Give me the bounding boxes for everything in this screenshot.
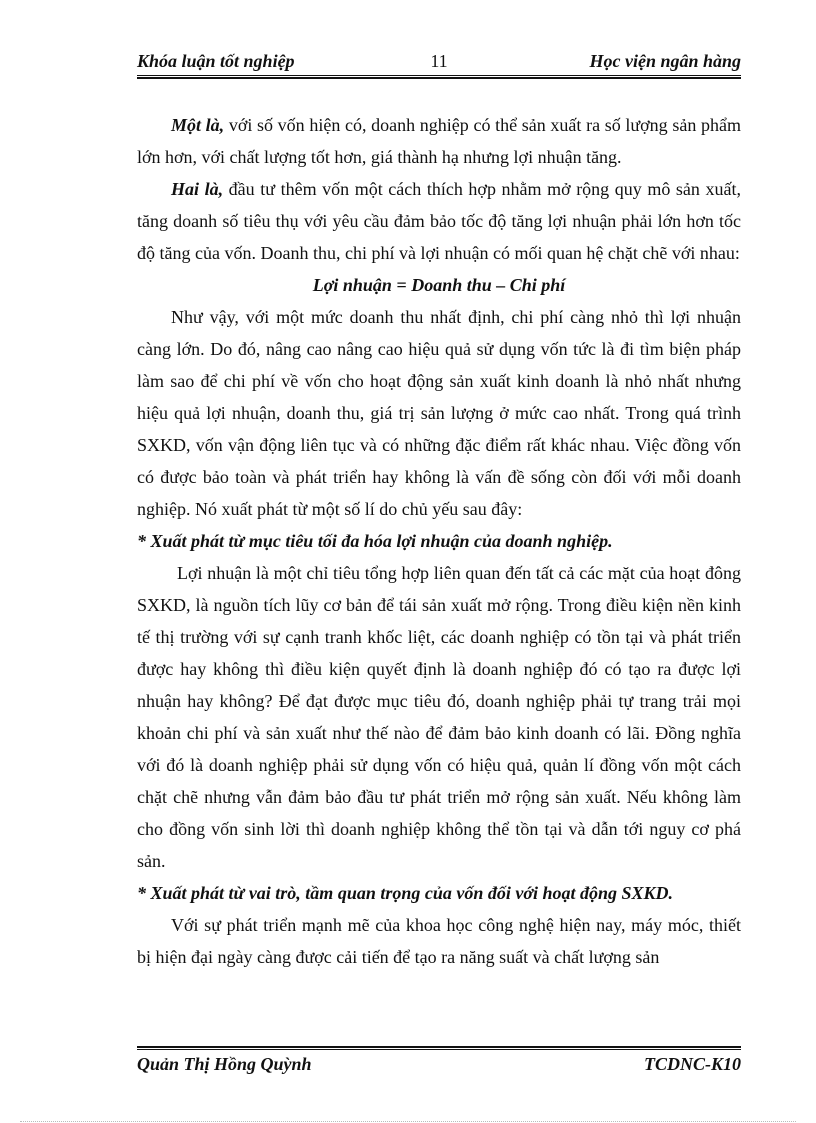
paragraph-3: Như vậy, với một mức doanh thu nhất định, chi phí càng nhỏ thì lợi nhuận càng lớn. Do đó, nâng cao nâng cao hiệu quả sử dụng vốn tức là đi tìm biện pháp làm sao để chi phí về vốn cho hoạt động sản xuất kinh doanh là nhỏ nhất nhưng hiệu quả lợi nhuận, doanh thu, giá trị sản lượng ở mức cao nhất. Trong quá trình SXKD, vốn vận động liên tục và có những đặc điểm rất khác nhau. Việc đồng vốn có được bảo toàn và phát triển hay không là vấn đề sống còn đối với mỗi doanh nghiệp. Nó xuất phát từ một số lí do chủ yếu sau đây: <box>137 307 741 519</box>
paragraph-4: Lợi nhuận là một chỉ tiêu tổng hợp liên quan đến tất cả các mặt của hoạt đông SXKD, là nguồn tích lũy cơ bản để tái sản xuất mở rộng. Trong điều kiện nền kinh tế thị trường với sự cạnh tranh khốc liệt, các doanh nghiệp có tồn tại và phát triển được hay không thì điều kiện quyết định là doanh nghiệp đó có tạo ra được lợi nhuận hay không? Để đạt được mục tiêu đó, doanh nghiệp phải tự trang trải mọi khoản chi phí và sản xuất như thế nào để đảm bảo kinh doanh có lãi. Đồng nghĩa với đó là doanh nghiệp phải sử dụng vốn có hiệu quả, quản lí đồng vốn một cách chặt chẽ nhưng vẫn đảm bảo đầu tư phát triển mở rộng sản xuất. Nếu không làm cho đồng vốn sinh lời thì doanh nghiệp không thể tồn tại và dẫn tới nguy cơ phá sản. <box>137 563 741 871</box>
paragraph-1-lead: Một là, <box>171 115 225 135</box>
header-title-left: Khóa luận tốt nghiệp <box>137 51 295 71</box>
paragraph-2-text: đầu tư thêm vốn một cách thích hợp nhằm mở rộng quy mô sản xuất, tăng doanh số tiêu thụ với yêu cầu đảm bảo tốc độ tăng lợi nhuận phải lớn hơn tốc độ tăng của vốn. Doanh thu, chi phí và lợi nhuận có mối quan hệ chặt chẽ với nhau: <box>137 179 741 263</box>
paragraph-2 <box>137 173 741 269</box>
footer-rule <box>137 1046 741 1050</box>
section-heading-1: * Xuất phát từ mục tiêu tối đa hóa lợi nhuận của doanh nghiệp. <box>137 531 613 551</box>
page-edge-dotted-line <box>20 1121 796 1122</box>
header-title-right: Học viện ngân hàng <box>589 51 741 71</box>
document-body <box>137 109 741 973</box>
page-header <box>137 47 741 77</box>
section-heading-2: * Xuất phát từ vai trò, tầm quan trọng của vốn đối với hoạt động SXKD. <box>137 883 674 903</box>
paragraph-5: Với sự phát triển mạnh mẽ của khoa học công nghệ hiện nay, máy móc, thiết bị hiện đại ngày càng được cải tiến để tạo ra năng suất và chất lượng sản <box>137 915 741 967</box>
footer-code: TCDNC-K10 <box>643 1054 741 1074</box>
paragraph-1-text: với số vốn hiện có, doanh nghiệp có thể sản xuất ra số lượng sản phẩm lớn hơn, với chất lượng tốt hơn, giá thành hạ nhưng lợi nhuận tăng. <box>137 115 741 167</box>
formula: Lợi nhuận = Doanh thu – Chi phí <box>312 275 566 295</box>
paragraph-2-lead: Hai là, <box>171 179 224 199</box>
paragraph-1 <box>137 109 741 173</box>
page-number: 11 <box>430 51 448 71</box>
header-rule <box>137 75 741 79</box>
page-footer <box>137 1054 741 1080</box>
footer-author: Quản Thị Hồng Quỳnh <box>137 1054 312 1074</box>
